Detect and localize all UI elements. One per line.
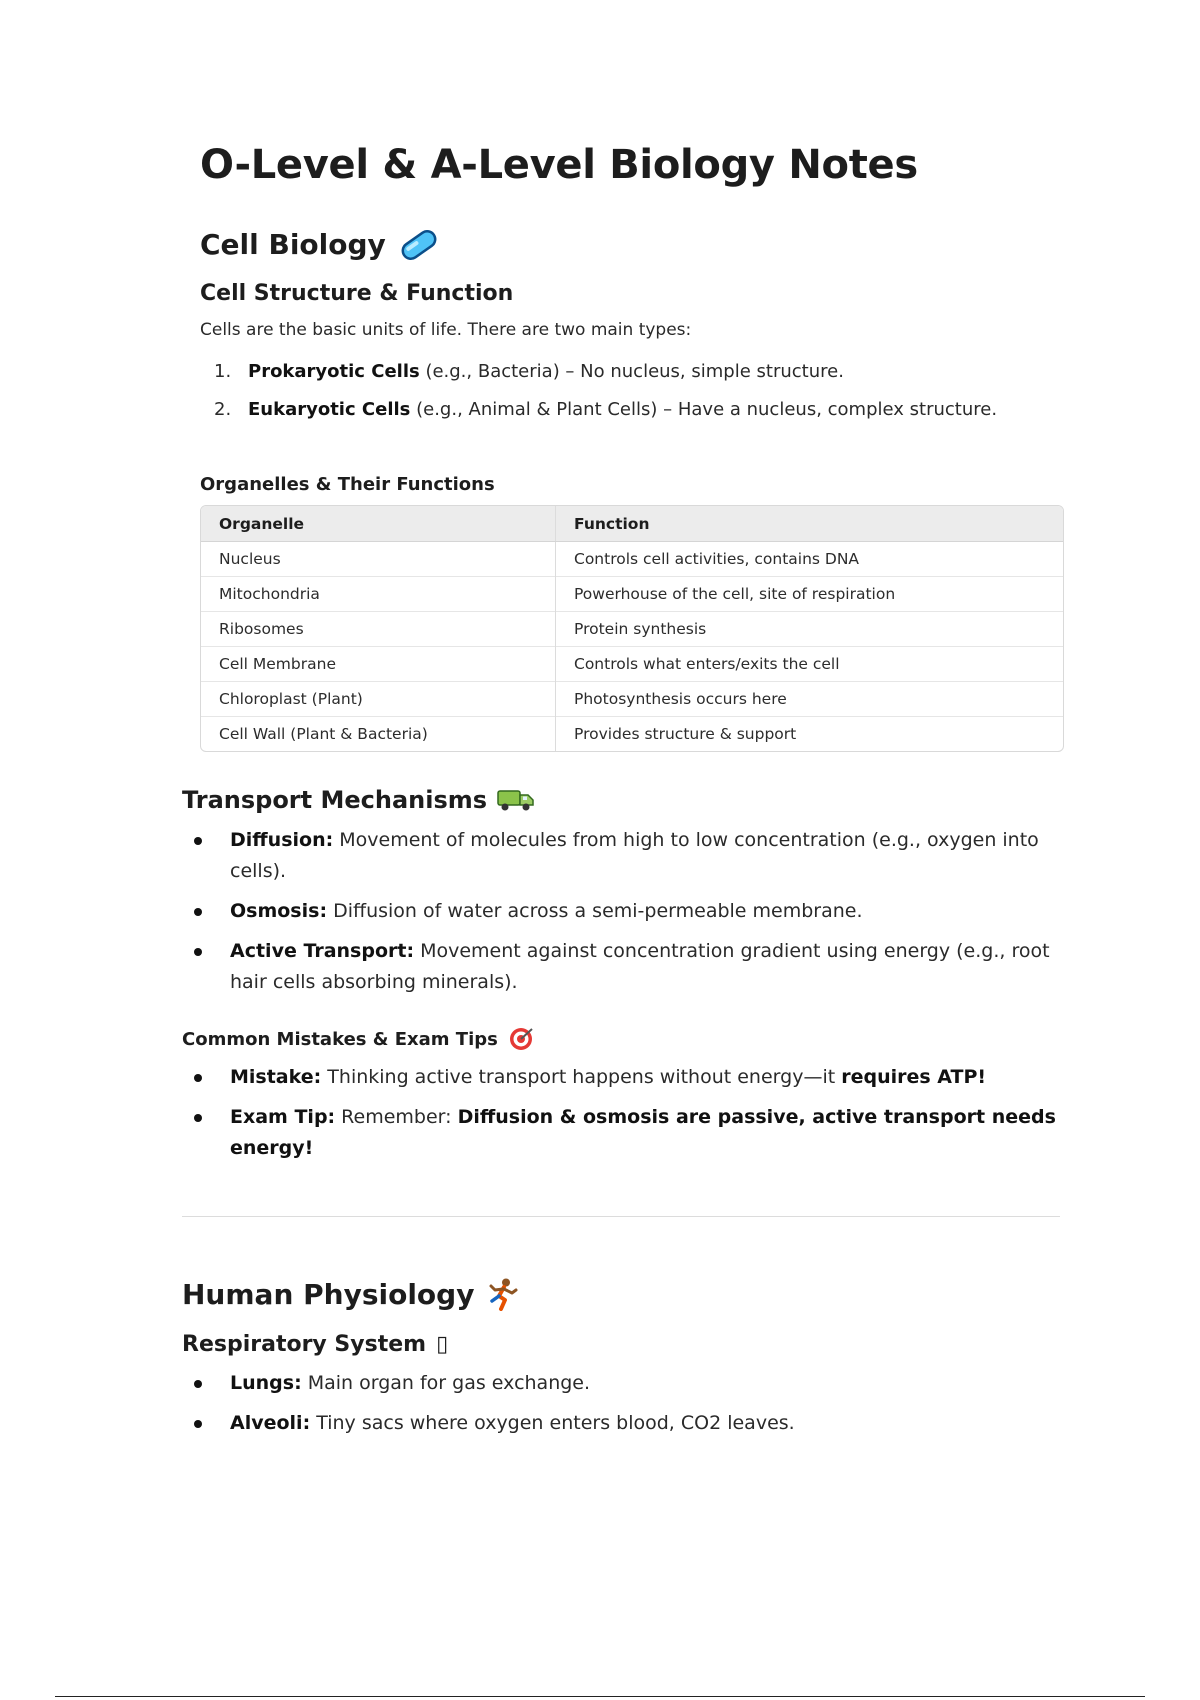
table-cell: Controls cell activities, contains DNA [556,542,1064,577]
list-text: Remember: [335,1106,458,1128]
list-text: Diffusion of water across a semi-permeable membrane. [327,900,863,922]
list-item [190,1102,1060,1164]
truck-icon [497,787,535,813]
table-cell: Cell Wall (Plant & Bacteria) [201,717,556,752]
list-term: Prokaryotic Cells [248,361,420,382]
target-icon [508,1026,534,1052]
respiratory-list [190,1368,1060,1448]
list-emphasis: Diffusion & osmosis are passive, active transport needs energy! [230,1106,1056,1159]
table-row [201,647,1063,682]
list-term: Osmosis: [230,900,328,922]
column-header: Organelle [201,506,556,542]
missing-glyph-icon: ▯ [436,1332,449,1357]
subsection-heading-cell-structure: Cell Structure & Function [200,281,514,306]
list-text: Movement against concentration gradient using energy (e.g., root hair cells absorbing minerals). [230,940,1050,993]
list-text: Thinking active transport happens without energy—it [321,1066,842,1088]
bullet-icon [194,908,202,916]
section-heading-text: Transport Mechanisms [182,786,488,814]
intro-paragraph: Cells are the basic units of life. There are two main types: [200,320,692,340]
table-header-row [201,506,1063,542]
list-text: Movement of molecules from high to low concentration (e.g., oxygen into cells). [230,829,1039,882]
section-heading-transport [182,786,535,814]
bullet-icon [194,948,202,956]
bullet-icon [194,1074,202,1082]
list-text: (e.g., Bacteria) – No nucleus, simple structure. [419,361,844,382]
list-term: Lungs: [230,1372,302,1394]
list-item [214,394,1014,425]
list-term: Exam Tip: [230,1106,336,1128]
bullet-icon [194,837,202,845]
table-row [201,612,1063,647]
table-cell: Chloroplast (Plant) [201,682,556,717]
table-cell: Mitochondria [201,577,556,612]
table-row [201,542,1063,577]
list-term: Diffusion: [230,829,334,851]
list-text: (e.g., Animal & Plant Cells) – Have a nucleus, complex structure. [410,399,998,420]
bullet-icon [194,1380,202,1388]
table-cell: Provides structure & support [556,717,1064,752]
table-row [201,577,1063,612]
section-divider [182,1216,1060,1217]
table-cell: Controls what enters/exits the cell [556,647,1064,682]
table-cell: Nucleus [201,542,556,577]
runner-icon [486,1277,520,1311]
page-bottom-rule [55,1696,1145,1697]
bullet-icon [194,1114,202,1122]
table-cell: Powerhouse of the cell, site of respiration [556,577,1064,612]
list-text: Main organ for gas exchange. [301,1372,591,1394]
section-heading-text: Human Physiology [182,1277,475,1311]
section-heading-text: Cell Biology [200,228,386,261]
subsection-heading-respiratory [182,1332,448,1357]
list-term: Active Transport: [230,940,415,962]
section-heading-human-physiology [182,1277,520,1311]
subsection-heading-organelles: Organelles & Their Functions [200,474,495,495]
table-cell: Ribosomes [201,612,556,647]
transport-list [190,825,1060,1007]
organelles-table [200,505,1064,752]
cell-types-list [214,356,1014,432]
page-title: O-Level & A-Level Biology Notes [200,142,918,188]
list-text: Tiny sacs where oxygen enters blood, CO2 leaves. [310,1412,795,1434]
list-term: Mistake: [230,1066,322,1088]
table-cell: Photosynthesis occurs here [556,682,1064,717]
list-term: Alveoli: [230,1412,311,1434]
table-cell: Cell Membrane [201,647,556,682]
list-item [190,825,1060,887]
section-heading-text: Respiratory System [182,1332,427,1357]
list-item [190,1408,1060,1439]
section-heading-text: Common Mistakes & Exam Tips [182,1028,498,1050]
table-row [201,682,1063,717]
list-number: 1. [214,361,232,382]
list-number: 2. [214,399,232,420]
table-row [201,717,1063,752]
column-header: Function [556,506,1064,542]
capsule-icon [398,229,440,261]
list-item [190,896,1060,927]
table-cell: Protein synthesis [556,612,1064,647]
bullet-icon [194,1420,202,1428]
list-item [190,936,1060,998]
tips-list [190,1062,1060,1173]
list-item [190,1062,1060,1093]
list-term: Eukaryotic Cells [248,399,411,420]
list-emphasis: requires ATP! [841,1066,987,1088]
list-item [190,1368,1060,1399]
section-heading-tips [182,1026,534,1052]
section-heading-cell-biology [200,228,440,261]
list-item [214,356,1014,387]
